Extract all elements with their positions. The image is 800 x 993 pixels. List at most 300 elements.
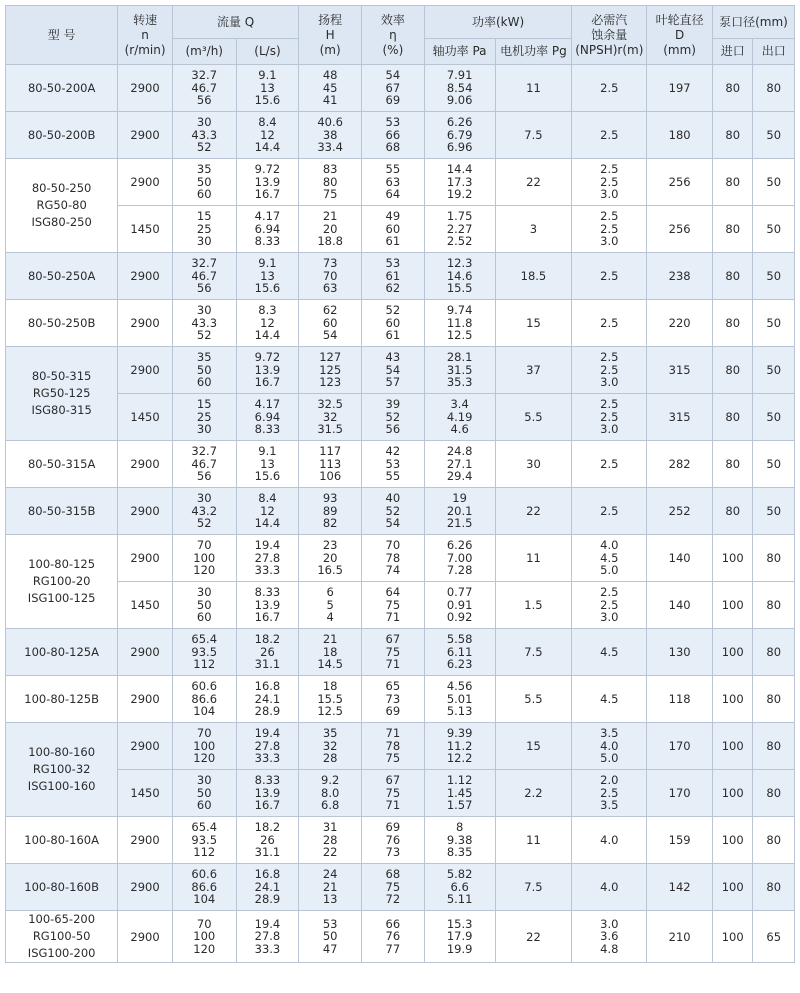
flow-m3h-cell-value: 30 xyxy=(196,585,212,600)
efficiency-cell-value: 70 xyxy=(385,538,401,553)
shaft-power-cell-value: 12.2 xyxy=(446,751,473,766)
shaft-power-cell-value: 5.58 xyxy=(446,632,473,647)
outlet-cell: 80 xyxy=(753,676,795,723)
model-cell: 80-50-315B xyxy=(6,488,118,535)
shaft-power-cell-value: 6.96 xyxy=(446,140,473,155)
shaft-power-cell-value: 11.8 xyxy=(446,315,473,330)
npsh-cell-value: 4.0 xyxy=(600,738,619,753)
head-cell-value: 48 xyxy=(322,68,338,83)
inlet-cell: 80 xyxy=(712,394,752,441)
efficiency-cell-value: 69 xyxy=(385,93,401,108)
npsh-cell xyxy=(572,723,647,770)
flow-m3h-cell xyxy=(172,159,236,206)
flow-ls-cell xyxy=(236,911,299,963)
model-cell: 100-80-125B xyxy=(6,676,118,723)
motor-power-cell: 11 xyxy=(495,817,572,864)
shaft-power-cell-value: 5.01 xyxy=(446,691,473,706)
header-flow-m3h: (m³/h) xyxy=(172,39,236,65)
model-cell: 80-50-250B xyxy=(6,300,118,347)
shaft-power-cell-value: 20.1 xyxy=(446,503,473,518)
head-cell-value: 117 xyxy=(319,444,342,459)
impeller-diameter-cell: 315 xyxy=(647,347,713,394)
table-row xyxy=(6,770,795,817)
inlet-cell: 100 xyxy=(712,723,752,770)
speed-cell: 1450 xyxy=(118,770,173,817)
npsh-cell-value: 3.0 xyxy=(600,187,619,202)
header-motor-power: 电机功率 Pg xyxy=(495,39,572,65)
outlet-cell: 50 xyxy=(753,300,795,347)
flow-ls-cell-value: 19.4 xyxy=(254,726,281,741)
flow-ls-cell-value: 15.6 xyxy=(254,469,281,484)
flow-m3h-cell xyxy=(172,770,236,817)
header-power: 功率(kW) xyxy=(424,6,572,39)
flow-ls-cell xyxy=(236,206,299,253)
shaft-power-cell-value: 0.77 xyxy=(446,585,473,600)
head-cell xyxy=(299,535,362,582)
flow-m3h-cell-value: 50 xyxy=(196,362,212,377)
flow-ls-cell-value: 15.6 xyxy=(254,93,281,108)
motor-power-cell: 5.5 xyxy=(495,676,572,723)
flow-ls-cell-value: 26 xyxy=(260,644,275,659)
head-cell-value: 28 xyxy=(322,751,338,766)
inlet-cell: 100 xyxy=(712,770,752,817)
npsh-cell-value: 2.5 xyxy=(600,127,619,142)
outlet-cell: 50 xyxy=(753,488,795,535)
flow-ls-cell-value: 16.8 xyxy=(254,679,281,694)
inlet-cell: 80 xyxy=(712,159,752,206)
table-row xyxy=(6,206,795,253)
efficiency-cell-value: 73 xyxy=(385,691,401,706)
efficiency-cell-value: 65 xyxy=(385,679,401,694)
npsh-cell xyxy=(572,676,647,723)
model-cell: 100-80-160B xyxy=(6,864,118,911)
outlet-cell: 80 xyxy=(753,723,795,770)
motor-power-cell: 30 xyxy=(495,441,572,488)
inlet-cell: 100 xyxy=(712,535,752,582)
table-row xyxy=(6,535,795,582)
flow-ls-cell-value: 8.33 xyxy=(254,422,281,437)
flow-m3h-cell-value: 60 xyxy=(196,610,212,625)
flow-ls-cell xyxy=(236,676,299,723)
inlet-cell: 100 xyxy=(712,817,752,864)
shaft-power-cell-value: 15.3 xyxy=(446,916,473,931)
shaft-power-cell-value: 19.9 xyxy=(446,941,473,956)
shaft-power-cell-value: 9.06 xyxy=(446,93,473,108)
flow-m3h-cell xyxy=(172,488,236,535)
impeller-diameter-cell: 197 xyxy=(647,65,713,112)
flow-m3h-cell xyxy=(172,300,236,347)
head-cell xyxy=(299,582,362,629)
efficiency-cell-value: 72 xyxy=(385,892,401,907)
outlet-cell: 50 xyxy=(753,394,795,441)
inlet-cell: 100 xyxy=(712,864,752,911)
flow-m3h-cell-value: 15 xyxy=(196,209,212,224)
motor-power-cell: 15 xyxy=(495,300,572,347)
header-model: 型 号 xyxy=(6,6,118,65)
table-row xyxy=(6,65,795,112)
inlet-cell: 100 xyxy=(712,676,752,723)
flow-m3h-cell-value: 86.6 xyxy=(191,691,218,706)
shaft-power-cell xyxy=(424,535,495,582)
head-cell-value: 6.8 xyxy=(321,798,340,813)
efficiency-cell-value: 67 xyxy=(385,80,401,95)
efficiency-cell-value: 63 xyxy=(385,174,401,189)
shaft-power-cell xyxy=(424,300,495,347)
model-cell: 80-50-315 RG50-125 ISG80-315 xyxy=(6,347,118,441)
flow-m3h-cell-value: 86.6 xyxy=(191,879,218,894)
shaft-power-cell xyxy=(424,65,495,112)
flow-ls-cell-value: 8.4 xyxy=(258,115,277,130)
impeller-diameter-cell: 315 xyxy=(647,394,713,441)
shaft-power-cell-value: 9.38 xyxy=(446,832,473,847)
impeller-diameter-cell: 142 xyxy=(647,864,713,911)
head-cell-value: 125 xyxy=(319,362,342,377)
motor-power-cell: 2.2 xyxy=(495,770,572,817)
flow-m3h-cell-value: 100 xyxy=(193,550,216,565)
head-cell-value: 6 xyxy=(326,585,334,600)
impeller-diameter-cell: 252 xyxy=(647,488,713,535)
head-cell-value: 53 xyxy=(322,916,338,931)
head-cell-value: 32 xyxy=(322,738,338,753)
head-cell-value: 15.5 xyxy=(317,691,343,706)
flow-ls-cell-value: 8.33 xyxy=(254,234,281,249)
shaft-power-cell-value: 9.74 xyxy=(446,303,473,318)
npsh-cell xyxy=(572,535,647,582)
flow-ls-cell-value: 19.4 xyxy=(254,916,281,931)
flow-ls-cell-value: 16.7 xyxy=(254,187,281,202)
outlet-cell: 50 xyxy=(753,159,795,206)
shaft-power-cell-value: 12.5 xyxy=(446,328,473,343)
shaft-power-cell-value: 1.45 xyxy=(446,785,473,800)
flow-m3h-cell-value: 93.5 xyxy=(191,832,218,847)
flow-ls-cell-value: 31.1 xyxy=(254,845,281,860)
flow-ls-cell-value: 33.3 xyxy=(254,941,281,956)
model-cell: 80-50-315A xyxy=(6,441,118,488)
motor-power-cell: 7.5 xyxy=(495,629,572,676)
flow-ls-cell xyxy=(236,394,299,441)
flow-m3h-cell-value: 70 xyxy=(196,538,212,553)
flow-m3h-cell-value: 30 xyxy=(196,115,212,130)
head-cell-value: 9.2 xyxy=(321,773,340,788)
head-cell-value: 106 xyxy=(319,469,342,484)
efficiency-cell-value: 53 xyxy=(385,456,401,471)
npsh-cell-value: 3.0 xyxy=(600,375,619,390)
flow-m3h-cell-value: 70 xyxy=(196,916,212,931)
npsh-cell-value: 4.0 xyxy=(600,538,619,553)
motor-power-cell: 1.5 xyxy=(495,582,572,629)
speed-cell: 2900 xyxy=(118,159,173,206)
motor-power-cell: 18.5 xyxy=(495,253,572,300)
head-cell-value: 21 xyxy=(322,209,338,224)
flow-m3h-cell-value: 46.7 xyxy=(191,268,218,283)
flow-m3h-cell xyxy=(172,864,236,911)
efficiency-cell xyxy=(362,488,425,535)
shaft-power-cell xyxy=(424,864,495,911)
shaft-power-cell-value: 17.3 xyxy=(446,174,473,189)
head-cell xyxy=(299,723,362,770)
flow-ls-cell-value: 16.7 xyxy=(254,798,281,813)
inlet-cell: 80 xyxy=(712,347,752,394)
flow-ls-cell-value: 13.9 xyxy=(254,785,281,800)
shaft-power-cell-value: 7.91 xyxy=(446,68,473,83)
flow-ls-cell-value: 8.3 xyxy=(258,303,277,318)
flow-m3h-cell-value: 30 xyxy=(196,303,212,318)
head-cell-value: 41 xyxy=(322,93,338,108)
npsh-cell-value: 2.5 xyxy=(600,456,619,471)
efficiency-cell xyxy=(362,629,425,676)
shaft-power-cell xyxy=(424,582,495,629)
npsh-cell-value: 2.5 xyxy=(600,315,619,330)
flow-m3h-cell-value: 60.6 xyxy=(191,679,218,694)
head-cell-value: 35 xyxy=(322,726,338,741)
head-cell-value: 70 xyxy=(322,268,338,283)
flow-m3h-cell-value: 50 xyxy=(196,597,212,612)
table-row xyxy=(6,676,795,723)
model-cell: 100-80-160 RG100-32 ISG100-160 xyxy=(6,723,118,817)
outlet-cell: 80 xyxy=(753,770,795,817)
flow-m3h-cell xyxy=(172,817,236,864)
shaft-power-cell-value: 15.5 xyxy=(446,281,473,296)
flow-ls-cell xyxy=(236,770,299,817)
head-cell-value: 47 xyxy=(322,941,338,956)
speed-cell: 2900 xyxy=(118,347,173,394)
flow-m3h-cell-value: 50 xyxy=(196,785,212,800)
shaft-power-cell-value: 27.1 xyxy=(446,456,473,471)
flow-m3h-cell-value: 120 xyxy=(193,751,216,766)
flow-ls-cell xyxy=(236,65,299,112)
speed-cell: 2900 xyxy=(118,817,173,864)
flow-m3h-cell-value: 30 xyxy=(196,773,212,788)
outlet-cell: 50 xyxy=(753,347,795,394)
impeller-diameter-cell: 256 xyxy=(647,206,713,253)
head-cell-value: 75 xyxy=(322,187,338,202)
inlet-cell: 80 xyxy=(712,300,752,347)
npsh-cell-value: 2.5 xyxy=(600,597,619,612)
shaft-power-cell xyxy=(424,723,495,770)
efficiency-cell-value: 75 xyxy=(385,644,401,659)
flow-m3h-cell-value: 60 xyxy=(196,187,212,202)
flow-m3h-cell-value: 120 xyxy=(193,941,216,956)
npsh-cell-value: 2.5 xyxy=(600,174,619,189)
impeller-diameter-cell: 159 xyxy=(647,817,713,864)
head-cell-value: 38 xyxy=(322,127,338,142)
flow-m3h-cell-value: 30 xyxy=(196,234,212,249)
motor-power-cell: 3 xyxy=(495,206,572,253)
shaft-power-cell-value: 28.1 xyxy=(446,350,473,365)
inlet-cell: 80 xyxy=(712,253,752,300)
inlet-cell: 100 xyxy=(712,629,752,676)
impeller-diameter-cell: 282 xyxy=(647,441,713,488)
head-cell-value: 40.6 xyxy=(317,115,343,130)
impeller-diameter-cell: 140 xyxy=(647,535,713,582)
flow-m3h-cell-value: 52 xyxy=(196,328,212,343)
efficiency-cell xyxy=(362,300,425,347)
head-cell-value: 18 xyxy=(322,644,338,659)
npsh-cell-value: 2.0 xyxy=(600,773,619,788)
flow-m3h-cell-value: 93.5 xyxy=(191,644,218,659)
outlet-cell: 65 xyxy=(753,911,795,963)
shaft-power-cell xyxy=(424,159,495,206)
flow-m3h-cell-value: 70 xyxy=(196,726,212,741)
outlet-cell: 80 xyxy=(753,817,795,864)
shaft-power-cell xyxy=(424,817,495,864)
shaft-power-cell-value: 31.5 xyxy=(446,362,473,377)
efficiency-cell xyxy=(362,817,425,864)
head-cell-value: 8.0 xyxy=(321,785,340,800)
shaft-power-cell-value: 29.4 xyxy=(446,469,473,484)
flow-m3h-cell-value: 35 xyxy=(196,350,212,365)
inlet-cell: 80 xyxy=(712,206,752,253)
shaft-power-cell-value: 6.79 xyxy=(446,127,473,142)
flow-m3h-cell-value: 43.3 xyxy=(191,315,218,330)
speed-cell: 2900 xyxy=(118,535,173,582)
efficiency-cell-value: 67 xyxy=(385,632,401,647)
efficiency-cell xyxy=(362,347,425,394)
inlet-cell: 100 xyxy=(712,911,752,963)
flow-ls-cell-value: 4.17 xyxy=(254,397,281,412)
head-cell-value: 60 xyxy=(322,315,338,330)
flow-ls-cell-value: 8.33 xyxy=(254,585,281,600)
header-speed: 转速 n (r/min) xyxy=(118,6,173,65)
flow-m3h-cell xyxy=(172,676,236,723)
head-cell-value: 93 xyxy=(322,491,338,506)
shaft-power-cell-value: 6.26 xyxy=(446,115,473,130)
efficiency-cell-value: 54 xyxy=(385,68,401,83)
efficiency-cell-value: 52 xyxy=(385,303,401,318)
efficiency-cell-value: 49 xyxy=(385,209,401,224)
shaft-power-cell xyxy=(424,206,495,253)
efficiency-cell xyxy=(362,159,425,206)
flow-m3h-cell-value: 56 xyxy=(196,281,212,296)
npsh-cell xyxy=(572,770,647,817)
head-cell-value: 33.4 xyxy=(317,140,343,155)
efficiency-cell-value: 75 xyxy=(385,751,401,766)
table-body xyxy=(6,65,795,963)
shaft-power-cell-value: 5.13 xyxy=(446,704,473,719)
header-impeller-diameter: 叶轮直径 D (mm) xyxy=(647,6,713,65)
efficiency-cell xyxy=(362,676,425,723)
flow-m3h-cell-value: 30 xyxy=(196,491,212,506)
model-cell: 100-80-125A xyxy=(6,629,118,676)
npsh-cell-value: 5.0 xyxy=(600,563,619,578)
flow-ls-cell xyxy=(236,535,299,582)
shaft-power-cell-value: 5.11 xyxy=(446,892,473,907)
flow-m3h-cell-value: 112 xyxy=(193,845,216,860)
npsh-cell xyxy=(572,488,647,535)
efficiency-cell xyxy=(362,206,425,253)
inlet-cell: 80 xyxy=(712,488,752,535)
efficiency-cell-value: 67 xyxy=(385,773,401,788)
head-cell-value: 123 xyxy=(319,375,342,390)
efficiency-cell-value: 42 xyxy=(385,444,401,459)
flow-m3h-cell-value: 25 xyxy=(196,221,212,236)
npsh-cell-value: 2.5 xyxy=(600,80,619,95)
shaft-power-cell-value: 6.6 xyxy=(450,879,469,894)
shaft-power-cell xyxy=(424,112,495,159)
speed-cell: 2900 xyxy=(118,676,173,723)
shaft-power-cell-value: 7.00 xyxy=(446,550,473,565)
head-cell xyxy=(299,488,362,535)
flow-m3h-cell-value: 46.7 xyxy=(191,80,218,95)
speed-cell: 2900 xyxy=(118,488,173,535)
head-cell-value: 32.5 xyxy=(317,397,343,412)
efficiency-cell-value: 66 xyxy=(385,127,401,142)
flow-ls-cell-value: 9.72 xyxy=(254,350,281,365)
shaft-power-cell-value: 14.4 xyxy=(446,162,473,177)
flow-ls-cell xyxy=(236,112,299,159)
flow-m3h-cell xyxy=(172,723,236,770)
shaft-power-cell-value: 24.8 xyxy=(446,444,473,459)
model-cell: 80-50-200A xyxy=(6,65,118,112)
efficiency-cell-value: 68 xyxy=(385,140,401,155)
efficiency-cell xyxy=(362,535,425,582)
shaft-power-cell-value: 8.35 xyxy=(446,845,473,860)
efficiency-cell-value: 61 xyxy=(385,268,401,283)
head-cell-value: 24 xyxy=(322,867,338,882)
head-cell xyxy=(299,112,362,159)
head-cell-value: 4 xyxy=(326,610,334,625)
flow-m3h-cell xyxy=(172,441,236,488)
shaft-power-cell-value: 6.11 xyxy=(446,644,473,659)
efficiency-cell-value: 77 xyxy=(385,941,401,956)
motor-power-cell: 7.5 xyxy=(495,864,572,911)
npsh-cell-value: 2.5 xyxy=(600,409,619,424)
flow-m3h-cell-value: 35 xyxy=(196,162,212,177)
speed-cell: 1450 xyxy=(118,394,173,441)
head-cell-value: 31.5 xyxy=(317,422,343,437)
flow-m3h-cell-value: 15 xyxy=(196,397,212,412)
npsh-cell-value: 2.5 xyxy=(600,350,619,365)
flow-m3h-cell-value: 32.7 xyxy=(191,68,218,83)
speed-cell: 2900 xyxy=(118,253,173,300)
flow-m3h-cell xyxy=(172,347,236,394)
motor-power-cell: 11 xyxy=(495,65,572,112)
head-cell-value: 12.5 xyxy=(317,704,343,719)
impeller-diameter-cell: 140 xyxy=(647,582,713,629)
flow-ls-cell-value: 14.4 xyxy=(254,516,281,531)
flow-ls-cell-value: 4.17 xyxy=(254,209,281,224)
impeller-diameter-cell: 256 xyxy=(647,159,713,206)
impeller-diameter-cell: 180 xyxy=(647,112,713,159)
head-cell xyxy=(299,441,362,488)
head-cell-value: 89 xyxy=(322,503,338,518)
shaft-power-cell-value: 6.26 xyxy=(446,538,473,553)
outlet-cell: 80 xyxy=(753,535,795,582)
flow-m3h-cell-value: 30 xyxy=(196,422,212,437)
flow-ls-cell xyxy=(236,488,299,535)
head-cell xyxy=(299,300,362,347)
efficiency-cell-value: 71 xyxy=(385,610,401,625)
flow-m3h-cell-value: 100 xyxy=(193,929,216,944)
shaft-power-cell-value: 19.2 xyxy=(446,187,473,202)
shaft-power-cell-value: 0.91 xyxy=(446,597,473,612)
flow-m3h-cell-value: 65.4 xyxy=(191,632,218,647)
flow-ls-cell-value: 13.9 xyxy=(254,174,281,189)
efficiency-cell-value: 39 xyxy=(385,397,401,412)
pump-spec-table xyxy=(5,5,795,963)
speed-cell: 2900 xyxy=(118,112,173,159)
head-cell xyxy=(299,206,362,253)
flow-ls-cell xyxy=(236,347,299,394)
table-row xyxy=(6,253,795,300)
head-cell-value: 127 xyxy=(319,350,342,365)
flow-m3h-cell xyxy=(172,629,236,676)
efficiency-cell xyxy=(362,112,425,159)
flow-ls-cell-value: 28.9 xyxy=(254,892,281,907)
head-cell-value: 50 xyxy=(322,929,338,944)
flow-ls-cell-value: 27.8 xyxy=(254,738,281,753)
efficiency-cell-value: 54 xyxy=(385,516,401,531)
